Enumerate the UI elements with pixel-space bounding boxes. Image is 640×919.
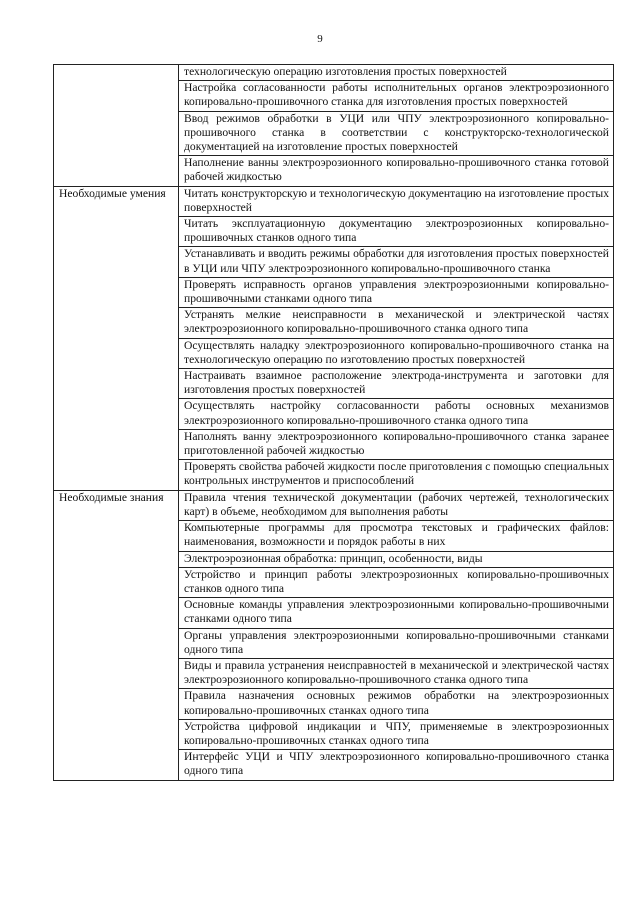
- requirement-item: Проверять исправность органов управления электроэрозионными копировально-прошивочными станками одного типа: [179, 277, 614, 307]
- requirement-item: Интерфейс УЦИ и ЧПУ электроэрозионного копировально-прошивочного станка одного типа: [179, 750, 614, 780]
- section-label: Необходимые знания: [54, 490, 179, 780]
- requirement-item: Электроэрозионная обработка: принцип, особенности, виды: [179, 551, 614, 567]
- section-label: Необходимые умения: [54, 186, 179, 490]
- requirement-item: Осуществлять наладку электроэрозионного копировально-прошивочного станка на технологическую операцию по изготовлению простых поверхностей: [179, 338, 614, 368]
- requirement-item: Читать конструкторскую и технологическую документацию на изготовление простых поверхностей: [179, 186, 614, 216]
- requirement-item: Ввод режимов обработки в УЦИ или ЧПУ электроэрозионного копировально-прошивочного станка в соответствии с конструкторско-технологической документацией на изготовление простых поверхностей: [179, 111, 614, 156]
- requirement-item: Проверять свойства рабочей жидкости после приготовления с помощью специальных контрольных инструментов и приспособлений: [179, 460, 614, 490]
- requirement-item: Правила назначения основных режимов обработки на электроэрозионных копировально-прошивочных станках одного типа: [179, 689, 614, 719]
- requirement-item: Правила чтения технической документации (рабочих чертежей, технологических карт) в объеме, необходимом для выполнения работы: [179, 490, 614, 520]
- requirement-item: Устройство и принцип работы электроэрозионных копировально-прошивочных станков одного типа: [179, 567, 614, 597]
- requirement-item: Настраивать взаимное расположение электрода-инструмента и заготовки для изготовления простых поверхностей: [179, 369, 614, 399]
- requirement-item: Органы управления электроэрозионными копировально-прошивочными станками одного типа: [179, 628, 614, 658]
- table-row: [54, 65, 614, 81]
- requirement-item: Наполнять ванну электроэрозионного копировально-прошивочного станка заранее приготовленной рабочей жидкостью: [179, 429, 614, 459]
- requirement-item: Наполнение ванны электроэрозионного копировально-прошивочного станка готовой рабочей жидкостью: [179, 156, 614, 186]
- page-number: 9: [317, 33, 323, 45]
- requirement-item: Настройка согласованности работы исполнительных органов электроэрозионного копировально-прошивочного станка для изготовления простых поверхностей: [179, 81, 614, 111]
- table-body: [54, 65, 614, 781]
- requirement-item: Компьютерные программы для просмотра текстовых и графических файлов: наименования, возможности и порядок работы в них: [179, 521, 614, 551]
- table-row: [54, 490, 614, 520]
- requirement-item: Устранять мелкие неисправности в механической и электрической частях электроэрозионного копировально-прошивочного станка одного типа: [179, 308, 614, 338]
- requirement-item: Устройства цифровой индикации и ЧПУ, применяемые в электроэрозионных копировально-прошивочных станках одного типа: [179, 719, 614, 749]
- requirement-item: Основные команды управления электроэрозионными копировально-прошивочными станками одного типа: [179, 598, 614, 628]
- requirements-table: [53, 64, 614, 781]
- table-row: [54, 186, 614, 216]
- requirement-item: Виды и правила устранения неисправностей в механической и электрической частях электроэрозионного копировально-прошивочного станка одного типа: [179, 658, 614, 688]
- requirement-item: Осуществлять настройку согласованности работы основных механизмов электроэрозионного копировально-прошивочного станка одного типа: [179, 399, 614, 429]
- requirement-item: Устанавливать и вводить режимы обработки для изготовления простых поверхностей в УЦИ или ЧПУ электроэрозионного копировально-прошивочного станка: [179, 247, 614, 277]
- requirement-item: технологическую операцию изготовления простых поверхностей: [179, 65, 614, 81]
- requirement-item: Читать эксплуатационную документацию электроэрозионных копировально-прошивочных станков одного типа: [179, 217, 614, 247]
- section-label: [54, 65, 179, 187]
